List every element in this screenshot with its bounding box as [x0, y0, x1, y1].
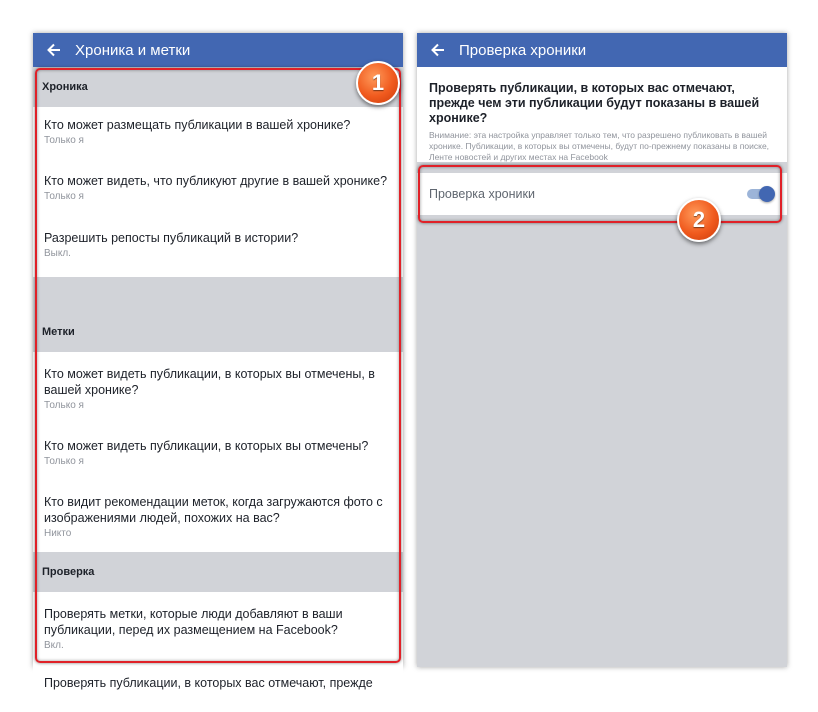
app-bar	[33, 33, 403, 67]
step-badge-1: 1	[356, 61, 400, 105]
setting-question: Кто может видеть, что публикуют другие в вашей хронике?	[44, 174, 388, 188]
toggle-label: Проверка хроники	[429, 187, 535, 201]
section-header-timeline: Хроника	[33, 67, 403, 107]
step-badge-2: 2	[677, 198, 721, 242]
setting-value: Только я	[44, 191, 84, 202]
setting-review-timeline-posts[interactable]	[33, 675, 403, 699]
setting-question: Кто видит рекомендации меток, когда загружаются фото с изображениями людей, похожих на вас?	[44, 495, 383, 525]
setting-value: Только я	[44, 135, 84, 146]
back-arrow-icon	[431, 43, 445, 57]
setting-value: Только я	[44, 400, 84, 411]
setting-question: Кто может видеть публикации, в которых вы отмечены, в вашей хронике?	[44, 367, 375, 397]
setting-value: Только я	[44, 456, 84, 467]
review-note: Внимание: эта настройка управляет только тем, что разрешено публиковать в вашей хронике. Публикации, в которых вы отмечены, будут по-прежнему показаны в поиске, Ленте новостей и других местах на Facebook	[429, 130, 770, 162]
setting-value: Никто	[44, 528, 72, 539]
review-heading: Проверять публикации, в которых вас отмечают, прежде чем эти публикации будут показаны в вашей хронике?	[429, 81, 760, 125]
setting-question: Разрешить репосты публикаций в истории?	[44, 231, 299, 245]
highlight-frame-1	[35, 68, 401, 663]
section-header-review: Проверка	[33, 552, 403, 592]
app-bar	[417, 33, 787, 67]
setting-question: Проверять публикации, в которых вас отмечают, прежде	[44, 676, 373, 690]
section-header-tags: Метки	[33, 312, 403, 352]
review-description	[417, 67, 787, 162]
setting-question: Проверять метки, которые люди добавляют в ваши публикации, перед их размещением на Facebook?	[44, 607, 343, 637]
back-button[interactable]	[33, 33, 75, 67]
setting-question: Кто может размещать публикации в вашей хронике?	[44, 118, 351, 132]
timeline-review-screen	[417, 33, 787, 667]
back-button[interactable]	[417, 33, 459, 67]
back-arrow-icon	[47, 43, 61, 57]
page-title: Хроника и метки	[75, 41, 191, 59]
setting-question: Кто может видеть публикации, в которых вы отмечены?	[44, 439, 369, 453]
setting-value: Выкл.	[44, 248, 71, 259]
page-title: Проверка хроники	[459, 41, 587, 59]
highlight-frame-2	[418, 165, 782, 223]
setting-value: Вкл.	[44, 640, 64, 651]
